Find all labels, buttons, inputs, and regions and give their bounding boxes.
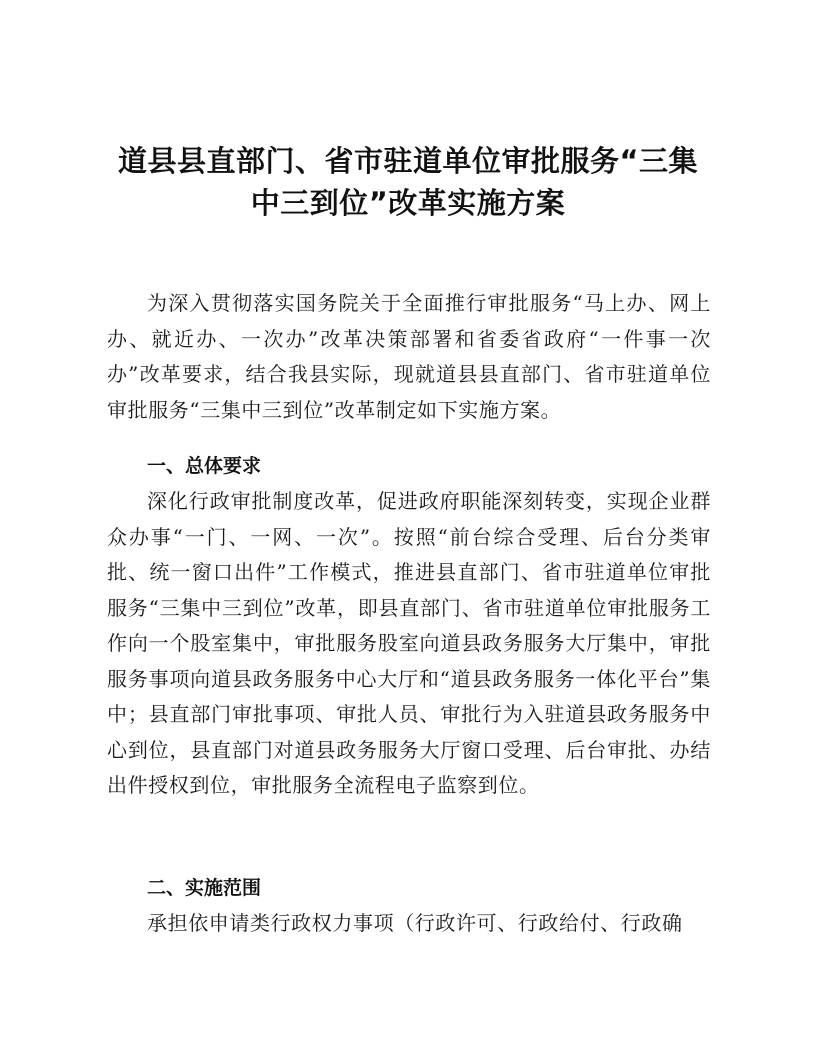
section-2-paragraph: 承担依申请类行政权力事项（行政许可、行政给付、行政确 — [147, 911, 683, 935]
section-1-paragraph: 深化行政审批制度改革，促进政府职能深刻转变，实现企业群众办事“一门、一网、一次”。按照“前台综合受理、后台分类审批、统一窗口出件”工作模式，推进县直部门、省市驻道单位审批服务“三集中三到位”改革，即县直部门、省市驻道单位审批服务工作向一个股室集中，审批服务股室向道县政务服务大厅集中，审批服务事项向道县政务服务中心大厅和“道县政务服务一体化平台”集中；县直部门审批事项、审批人员、审批行为入驻道县政务服务中心到位，县直部门对道县政务服务大厅窗口受理、后台审批、办结出件授权到位，审批服务全流程电子监察到位。 — [107, 489, 711, 797]
title-line-1: 道县县直部门、省市驻道单位审批服务“三集 — [117, 144, 699, 178]
intro-paragraph: 为深入贯彻落实国务院关于全面推行审批服务“马上办、网上办、就近办、一次办”改革决策部署和省委省政府“一件事一次办”改革要求，结合我县实际，现就道县县直部门、省市驻道单位审批服务“三集中三到位”改革制定如下实施方案。 — [107, 291, 711, 422]
section-2-heading: 二、实施范围 — [147, 877, 262, 899]
document-title — [90, 140, 726, 224]
section-1-heading: 一、总体要求 — [147, 455, 262, 477]
title-line-2: 中三到位”改革实施方案 — [250, 186, 566, 220]
